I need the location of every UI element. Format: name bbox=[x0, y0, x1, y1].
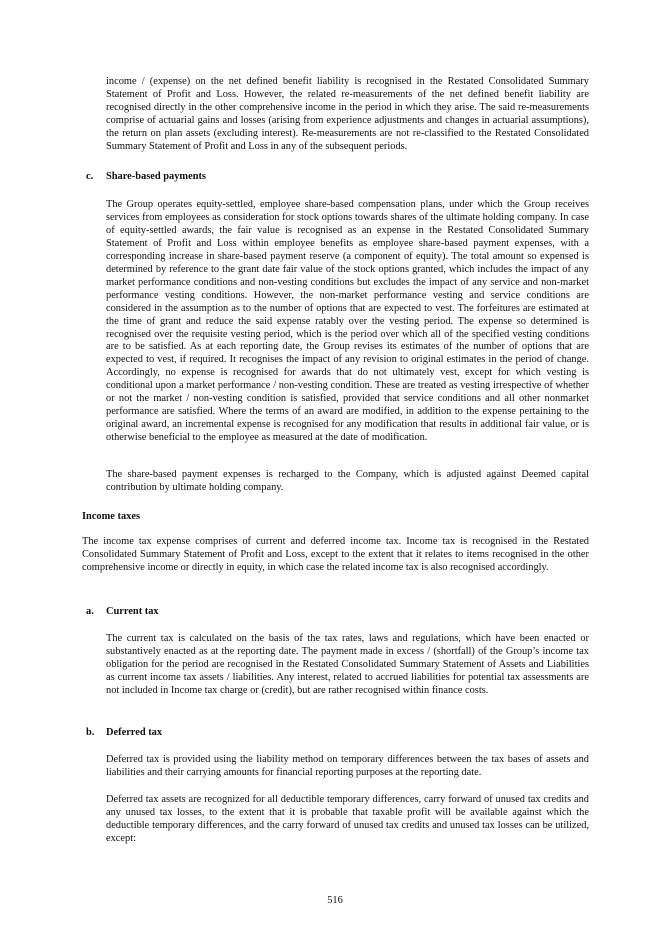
deferred-tax-paragraph-1: Deferred tax is provided using the liability method on temporary differences between the tax bases of assets and liabilities and their carrying amounts for financial reporting purposes at the reporting date. bbox=[106, 754, 589, 778]
current-tax-heading: Current tax bbox=[106, 606, 159, 617]
share-based-marker: c. bbox=[86, 171, 94, 182]
deferred-tax-marker: b. bbox=[86, 727, 95, 738]
current-tax-paragraph: The current tax is calculated on the basis of the tax rates, laws and regulations, which have been enacted or substantively enacted as at the reporting date. The payment made in excess / (shortfall) of the Group’s income tax obligation for the period are recognised in the Restated Consolidated Summary Statement of Assets and Liabilities as current income tax assets / liabilities. Any interest, related to accrued liabilities for potential tax assessments are not included in Income tax charge or (credit), but are rather recognised within finance costs. bbox=[106, 633, 589, 696]
deferred-tax-paragraph-2: Deferred tax assets are recognized for all deductible temporary differences, carry forward of unused tax credits and any unused tax losses, to the extent that it is probable that taxable profit will be available against which the deductible temporary differences, and the carry forward of unused tax credits and unused tax losses can be utilized, except: bbox=[106, 794, 589, 844]
share-based-heading: Share-based payments bbox=[106, 171, 206, 182]
share-based-paragraph-1: The Group operates equity-settled, employee share-based compensation plans, under which the Group receives services from employees as consideration for stock options towards shares of the ultimate holding company. In case of equity-settled awards, the fair value is recognised as an expense in the Restated Consolidated Summary Statement of Profit and Loss within employee benefits as employee share-based payment expenses, with a corresponding increase in share-based payment reserve (a component of equity). The total amount so expensed is determined by reference to the grant date fair value of the stock options granted, which includes the impact of any market performance conditions and non-vesting conditions but excludes the impact of any service and non-market performance vesting conditions. However, the non-market performance vesting and service conditions are considered in the assumption as to the number of options that are expected to vest. The forfeitures are estimated at the time of grant and reduce the said expense ratably over the vesting period. The expense so determined is recognised over the requisite vesting period, which is the period over which all of the specified vesting conditions are to be satisfied. As at each reporting date, the Group revises its estimates of the number of options that are expected to vest, if required. It recognises the impact of any revision to original estimates in the period of change. Accordingly, no expense is recognised for awards that do not ultimately vest, except for which vesting is conditional upon a market performance / non-vesting condition. These are treated as vesting irrespective of whether or not the market / non-vesting condition is satisfied, provided that service conditions and all other nonmarket performance are satisfied. Where the terms of an award are modified, in addition to the expense pertaining to the original award, an incremental expense is recognised for any modification that results in additional fair value, or is otherwise beneficial to the employee as measured at the date of modification. bbox=[106, 199, 589, 444]
income-taxes-paragraph: The income tax expense comprises of current and deferred income tax. Income tax is recognised in the Restated Consolidated Summary Statement of Profit and Loss, except to the extent that it relates to items recognised in the other comprehensive income or directly in equity, in which case the related income tax is also recognised accordingly. bbox=[82, 536, 589, 573]
intro-paragraph: income / (expense) on the net defined benefit liability is recognised in the Restated Consolidated Summary Statement of Profit and Loss. However, the related re-measurements of the net defined benefit liability are recognised directly in the other comprehensive income in the period in which they arise. The said re-measurements comprise of actuarial gains and losses (arising from experience adjustments and changes in actuarial assumptions), the return on plan assets (excluding interest). Re-measurements are not re-classified to the Restated Consolidated Summary Statement of Profit and Loss in any of the subsequent periods. bbox=[106, 76, 589, 152]
income-taxes-heading: Income taxes bbox=[82, 511, 141, 522]
page-number: 516 bbox=[327, 895, 343, 906]
deferred-tax-heading: Deferred tax bbox=[106, 727, 163, 738]
share-based-paragraph-2: The share-based payment expenses is recharged to the Company, which is adjusted against Deemed capital contribution by ultimate holding company. bbox=[106, 469, 589, 493]
current-tax-marker: a. bbox=[86, 606, 94, 617]
